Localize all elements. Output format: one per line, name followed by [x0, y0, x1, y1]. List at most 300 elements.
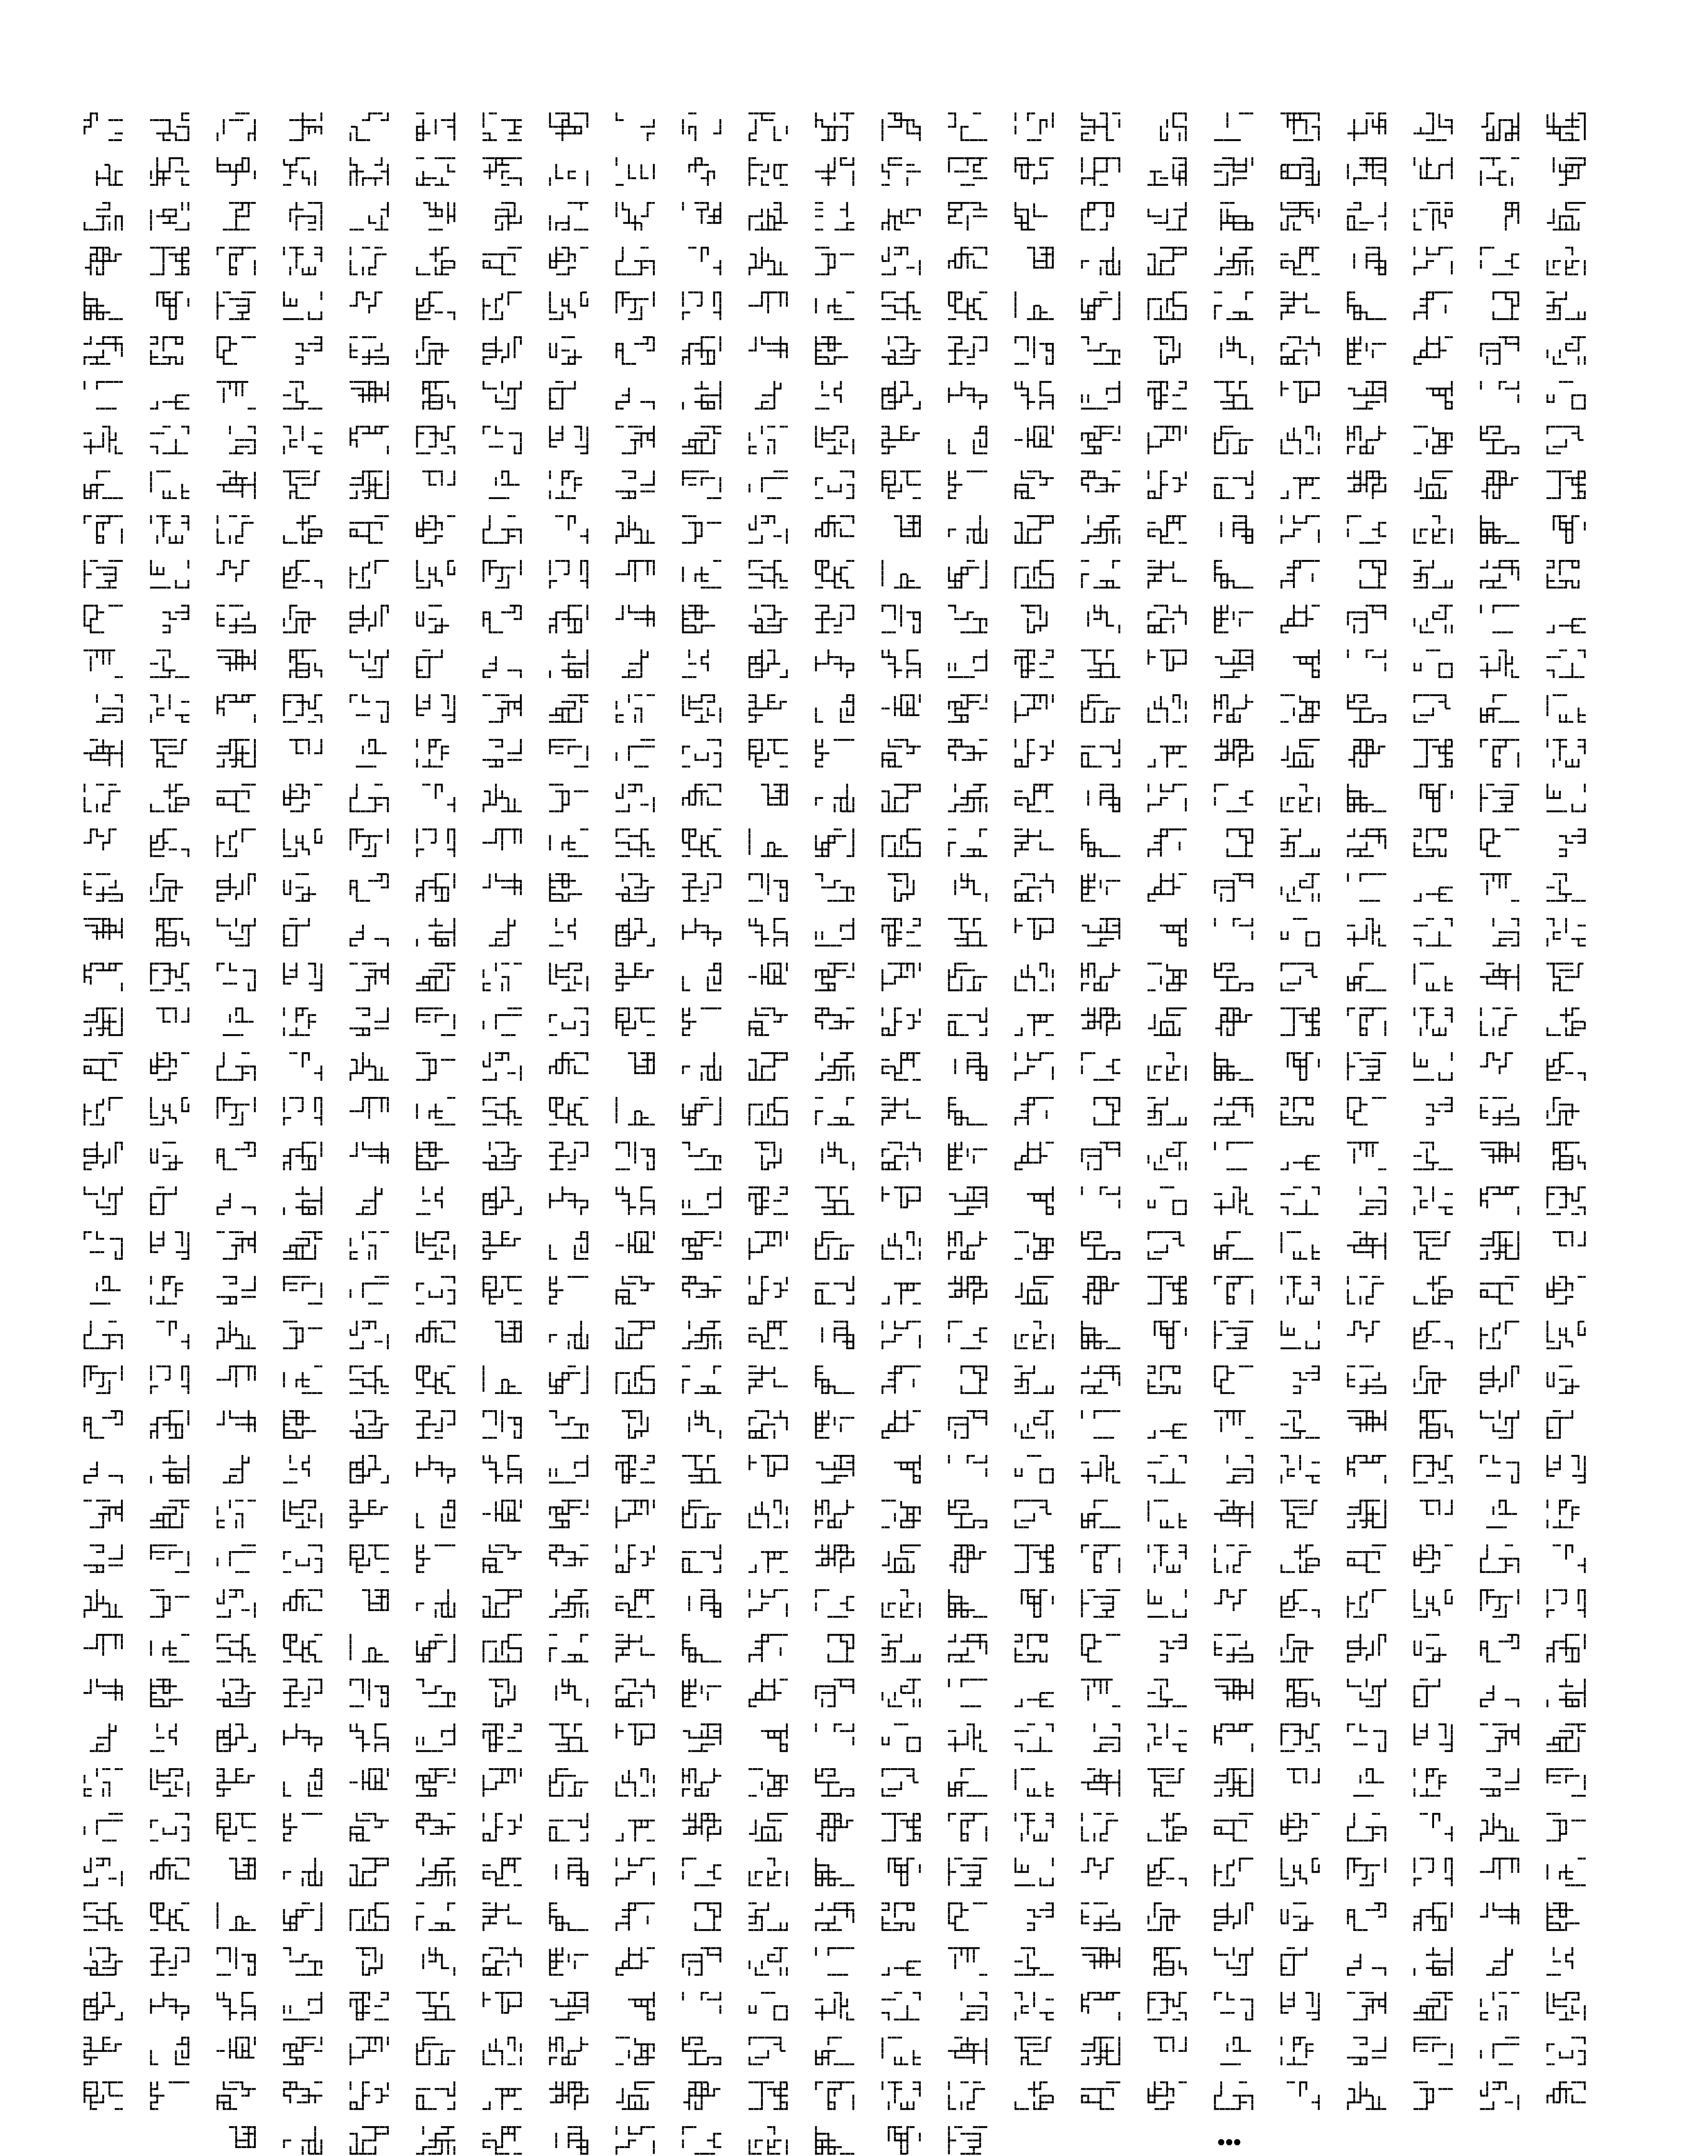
glyph-stroke [816, 158, 854, 185]
glyph-icon [949, 963, 987, 990]
glyph-icon [483, 830, 521, 850]
glyph-stroke [550, 874, 581, 901]
glyph-icon [550, 1993, 588, 2019]
glyph-stroke [1481, 695, 1519, 722]
glyph-icon [1481, 561, 1519, 588]
glyph-icon [749, 516, 787, 543]
glyph-stroke [550, 248, 588, 274]
glyph-icon [1281, 2038, 1313, 2064]
glyph-stroke [85, 650, 122, 677]
glyph-stroke [895, 1456, 920, 1483]
glyph-stroke [1281, 606, 1319, 633]
glyph-icon [1082, 1635, 1120, 1661]
glyph-icon [1547, 203, 1585, 230]
glyph-stroke [949, 248, 987, 268]
glyph-stroke [1481, 516, 1519, 543]
glyph-icon [1082, 337, 1120, 364]
glyph-stroke [1547, 1501, 1579, 1527]
glyph-icon [1015, 248, 1053, 274]
glyph-icon [949, 1098, 987, 1124]
glyph-stroke [683, 606, 714, 633]
glyph-stroke [1481, 874, 1519, 901]
glyph-icon [284, 1366, 322, 1393]
glyph-icon [882, 1284, 920, 1304]
glyph-stroke [417, 1903, 455, 1930]
glyph-icon [151, 740, 189, 766]
glyph-stroke [350, 830, 388, 856]
glyph-stroke [85, 695, 122, 722]
glyph-icon [1082, 1948, 1120, 1968]
glyph-stroke [1082, 740, 1120, 766]
glyph-stroke [1088, 785, 1120, 811]
glyph-stroke [1148, 606, 1186, 633]
glyph-stroke [1348, 695, 1386, 722]
glyph-stroke [1281, 830, 1319, 856]
glyph-icon [157, 292, 189, 319]
glyph-stroke [423, 203, 455, 230]
glyph-icon [949, 2038, 987, 2064]
glyph-icon [496, 203, 521, 230]
glyph-icon [224, 1008, 255, 1035]
glyph-stroke [284, 1098, 322, 1124]
glyph-icon [1015, 203, 1047, 230]
glyph-icon [218, 1590, 255, 1617]
glyph-stroke [550, 1948, 588, 1975]
glyph-stroke [290, 650, 322, 677]
glyph-icon [218, 1232, 255, 1259]
glyph-stroke [1414, 1680, 1452, 1706]
glyph-stroke [350, 158, 388, 185]
glyph-stroke [1414, 963, 1452, 990]
glyph-icon [284, 1143, 322, 1169]
glyph-icon [1221, 203, 1253, 230]
glyph-stroke [1015, 158, 1053, 185]
glyph-icon [1015, 113, 1053, 140]
glyph-icon [1082, 1366, 1120, 1393]
glyph-stroke [816, 650, 854, 677]
glyph-icon [85, 1456, 122, 1483]
glyph-stroke [949, 1590, 987, 1617]
glyph-stroke [284, 158, 315, 185]
glyph-icon [816, 830, 854, 856]
glyph-icon [1148, 1232, 1186, 1259]
glyph-stroke [816, 1366, 854, 1393]
glyph-icon [683, 382, 721, 409]
glyph-icon [550, 382, 588, 409]
glyph-icon [151, 650, 189, 677]
glyph-icon [284, 1858, 322, 1885]
glyph-icon [616, 113, 654, 140]
glyph-stroke [151, 248, 189, 274]
glyph-stroke [218, 1501, 255, 1527]
glyph-icon [1082, 1814, 1120, 1841]
glyph-icon [1354, 248, 1386, 274]
glyph-stroke [550, 1680, 588, 1706]
glyph-icon [417, 606, 455, 633]
glyph-stroke [949, 785, 987, 811]
glyph-icon [483, 1993, 521, 2013]
glyph-icon [816, 963, 854, 990]
glyph-stroke [882, 1284, 920, 1304]
glyph-icon [1082, 248, 1120, 274]
glyph-stroke [224, 203, 255, 230]
glyph-stroke [1348, 1411, 1386, 1431]
glyph-icon [1348, 1725, 1386, 1751]
glyph-icon [1155, 337, 1180, 364]
glyph-stroke [949, 1277, 987, 1304]
glyph-stroke [1015, 1277, 1053, 1304]
glyph-icon [882, 158, 920, 185]
glyph-icon [1215, 1053, 1253, 1080]
glyph-icon [1148, 785, 1186, 811]
glyph-stroke [1547, 1456, 1585, 1483]
glyph-icon [1481, 382, 1519, 402]
glyph-icon [616, 919, 654, 946]
glyph-icon [816, 427, 854, 453]
glyph-icon [417, 963, 455, 990]
glyph-stroke [218, 471, 255, 498]
glyph-stroke [1082, 1322, 1120, 1348]
glyph-icon [1414, 1501, 1452, 1527]
glyph-icon [1348, 830, 1386, 856]
glyph-stroke [1148, 427, 1186, 453]
glyph-stroke [1082, 1232, 1120, 1259]
glyph-stroke [816, 1769, 854, 1796]
glyph-icon [1547, 1008, 1585, 1035]
glyph-icon [1481, 1545, 1519, 1572]
glyph-stroke [616, 1590, 654, 1617]
glyph-stroke [1281, 248, 1319, 274]
glyph-stroke [85, 919, 122, 939]
glyph-icon [284, 561, 322, 588]
glyph-icon [949, 561, 987, 588]
glyph-icon [1215, 1277, 1253, 1304]
glyph-stroke [151, 1680, 182, 1706]
glyph-stroke [1221, 516, 1253, 543]
glyph-stroke [417, 963, 455, 990]
glyph-icon [949, 113, 987, 140]
glyph-stroke [749, 785, 787, 811]
glyph-icon [1022, 606, 1047, 633]
glyph-icon [683, 113, 721, 140]
glyph-stroke [1348, 1322, 1379, 1348]
glyph-stroke [151, 1501, 189, 1527]
glyph-stroke [882, 1948, 920, 1975]
glyph-icon [616, 963, 654, 990]
glyph-stroke [1082, 1590, 1120, 1617]
glyph-icon [1082, 2082, 1120, 2109]
glyph-stroke [417, 1187, 442, 1214]
glyph-icon [816, 2038, 854, 2064]
glyph-icon [1348, 1635, 1386, 1661]
glyph-icon [1348, 1008, 1386, 1035]
glyph-icon [1015, 785, 1053, 811]
glyph-icon [1281, 919, 1319, 946]
glyph-stroke [616, 2038, 654, 2064]
glyph-icon [218, 830, 255, 856]
glyph-stroke [550, 1053, 588, 1073]
glyph-stroke [550, 203, 588, 230]
glyph-icon [1481, 427, 1519, 453]
glyph-icon [949, 1501, 987, 1527]
glyph-icon [1414, 830, 1446, 856]
glyph-icon [284, 427, 322, 453]
glyph-icon [218, 1545, 255, 1572]
glyph-icon [616, 248, 654, 274]
glyph-stroke [616, 1187, 654, 1214]
glyph-icon [284, 740, 322, 766]
glyph-icon [1148, 1858, 1186, 1885]
glyph-stroke [1547, 203, 1585, 230]
glyph-stroke [949, 1903, 987, 1930]
glyph-icon [1082, 1098, 1120, 1124]
glyph-stroke [284, 561, 322, 588]
glyph-stroke [151, 2082, 189, 2109]
glyph-stroke [284, 2082, 322, 2109]
glyph-stroke [483, 1322, 521, 1348]
glyph-stroke [157, 1322, 189, 1348]
glyph-icon [882, 382, 920, 409]
glyph-stroke [1348, 1187, 1386, 1214]
glyph-stroke [1348, 158, 1386, 185]
glyph-stroke [683, 1814, 721, 1841]
glyph-icon [1547, 1725, 1585, 1751]
glyph-stroke [1148, 695, 1186, 722]
glyph-icon [417, 337, 448, 364]
glyph-icon [1547, 113, 1585, 140]
glyph-icon [1414, 1903, 1452, 1930]
glyph-stroke [151, 1232, 189, 1259]
glyph-icon [151, 382, 189, 409]
glyph-icon [1015, 1143, 1053, 1169]
glyph-group [85, 113, 1585, 2154]
glyph-icon [683, 471, 721, 498]
glyph-stroke [683, 1008, 721, 1035]
glyph-icon [1215, 248, 1253, 274]
glyph-stroke [350, 471, 388, 498]
glyph-stroke [350, 1635, 388, 1661]
glyph-icon [749, 471, 787, 498]
glyph-stroke [882, 606, 920, 633]
glyph-icon [1015, 1411, 1053, 1438]
glyph-icon [1281, 606, 1319, 633]
glyph-icon [1348, 1501, 1386, 1527]
glyph-icon [1281, 1187, 1319, 1214]
glyph-icon [417, 1903, 455, 1930]
glyph-stroke [949, 1008, 987, 1035]
glyph-stroke [284, 1725, 322, 1751]
glyph-stroke [284, 740, 322, 766]
glyph-stroke [1414, 113, 1452, 140]
glyph-stroke [1414, 919, 1452, 946]
glyph-icon [1281, 382, 1319, 402]
glyph-stroke [816, 516, 854, 536]
glyph-stroke [1348, 1366, 1386, 1393]
glyph-stroke [1547, 1680, 1585, 1706]
glyph-icon [151, 337, 182, 364]
glyph-icon [1414, 2038, 1452, 2064]
glyph-icon [1015, 1098, 1053, 1124]
glyph-icon [749, 1366, 787, 1393]
glyph-icon [623, 650, 654, 677]
glyph-stroke [1148, 561, 1186, 588]
glyph-icon [85, 158, 122, 185]
glyph-stroke [490, 471, 521, 498]
glyph-stroke [1015, 1366, 1053, 1393]
glyph-icon [284, 606, 315, 633]
glyph-icon [949, 337, 987, 364]
glyph-stroke [1547, 2082, 1585, 2102]
glyph-icon [1015, 919, 1053, 939]
glyph-stroke [1015, 1858, 1053, 1885]
glyph-stroke [218, 1725, 255, 1751]
glyph-stroke [816, 1948, 854, 1975]
glyph-stroke [284, 1903, 322, 1930]
glyph-icon [882, 1590, 920, 1617]
glyph-stroke [417, 1545, 455, 1572]
glyph-icon [483, 874, 521, 894]
glyph-icon [949, 1366, 987, 1393]
glyph-icon [1148, 1590, 1186, 1617]
glyph-icon [85, 1053, 122, 1080]
glyph-icon [417, 830, 455, 856]
glyph-icon [1348, 516, 1386, 543]
glyph-icon [417, 1322, 455, 1342]
glyph-stroke [85, 874, 122, 901]
glyph-icon [550, 1590, 588, 1617]
glyph-icon [550, 963, 588, 990]
glyph-icon [1481, 1903, 1519, 1923]
glyph-icon [417, 1501, 455, 1527]
glyph-stroke [816, 2082, 854, 2109]
glyph-stroke [1082, 1366, 1120, 1393]
glyph-icon [889, 1858, 920, 1885]
glyph-stroke [550, 919, 575, 946]
glyph-icon [1015, 874, 1053, 901]
glyph-stroke [816, 919, 854, 946]
glyph-stroke [218, 740, 255, 766]
glyph-stroke [683, 1993, 721, 2013]
glyph-stroke [483, 427, 521, 453]
glyph-stroke [1015, 1322, 1053, 1348]
glyph-icon [417, 2038, 455, 2064]
glyph-icon [816, 1008, 854, 1035]
glyph-icon [218, 2082, 255, 2109]
glyph-stroke [1082, 113, 1120, 140]
glyph-stroke [1082, 695, 1120, 722]
glyph-stroke [1348, 337, 1386, 364]
glyph-stroke [1015, 1143, 1053, 1169]
glyph-icon [1560, 830, 1585, 856]
glyph-stroke [1348, 516, 1386, 543]
glyph-stroke [1082, 2038, 1120, 2064]
glyph-icon [749, 1590, 787, 1617]
glyph-stroke [350, 516, 388, 543]
glyph-stroke [284, 1769, 322, 1796]
glyph-icon [1215, 1232, 1253, 1259]
glyph-stroke [749, 874, 787, 901]
glyph-stroke [350, 1725, 388, 1751]
glyph-icon [749, 337, 787, 357]
glyph-icon [1281, 1903, 1319, 1930]
glyph-icon [1348, 382, 1386, 409]
glyph-stroke [1547, 471, 1585, 498]
glyph-icon [1148, 471, 1186, 498]
glyph-stroke [882, 2038, 920, 2064]
glyph-icon [85, 740, 122, 766]
glyph-icon [1547, 292, 1585, 319]
glyph-icon [417, 1053, 455, 1080]
glyph-icon [1487, 1501, 1519, 1527]
glyph-stroke [85, 1814, 122, 1841]
glyph-icon [816, 337, 847, 364]
glyph-icon [949, 1411, 987, 1438]
glyph-icon [882, 292, 920, 319]
glyph-icon [1414, 606, 1452, 633]
glyph-stroke [1481, 427, 1519, 453]
glyph-icon [889, 874, 914, 901]
glyph-icon [284, 1993, 322, 2019]
glyph-stroke [1215, 606, 1253, 633]
glyph-stroke [749, 1814, 787, 1841]
glyph-icon [350, 1545, 388, 1572]
glyph-stroke [417, 516, 455, 543]
glyph-icon [616, 1366, 654, 1393]
glyph-stroke [85, 1903, 122, 1930]
glyph-icon [949, 650, 987, 677]
glyph-icon [1148, 963, 1186, 990]
glyph-stroke [1148, 785, 1186, 811]
glyph-stroke [816, 695, 854, 722]
glyph-stroke [1281, 1993, 1319, 2019]
glyph-stroke [882, 1008, 920, 1035]
glyph-icon [1155, 1322, 1186, 1348]
glyph-icon [1281, 1456, 1319, 1483]
glyph-icon [882, 210, 920, 230]
glyph-stroke [616, 1053, 654, 1080]
glyph-stroke [417, 1993, 455, 2019]
glyph-stroke [683, 1098, 721, 1124]
glyph-icon [683, 516, 721, 543]
glyph-icon [949, 292, 987, 319]
glyph-stroke [550, 2082, 588, 2109]
glyph-icon [816, 785, 854, 811]
glyph-stroke [949, 2127, 987, 2154]
glyph-icon [85, 830, 116, 856]
glyph-stroke [749, 1098, 787, 1124]
glyph-stroke [1148, 1053, 1186, 1080]
glyph-stroke [483, 158, 521, 185]
glyph-stroke [1414, 830, 1446, 856]
glyph-icon [616, 1053, 654, 1080]
glyph-stroke [490, 919, 521, 946]
glyph-stroke [1281, 919, 1319, 946]
glyph-stroke [683, 1187, 721, 1214]
glyph-icon [151, 963, 189, 990]
glyph-stroke [1281, 785, 1319, 811]
glyph-icon [550, 203, 588, 230]
glyph-icon [218, 2038, 255, 2058]
glyph-stroke [1481, 1993, 1519, 2019]
glyph-stroke [1481, 561, 1519, 588]
glyph-stroke [350, 1366, 388, 1393]
glyph-stroke [85, 1143, 122, 1169]
glyph-stroke [85, 1008, 122, 1035]
glyph-icon [1148, 561, 1186, 588]
glyph-stroke [1348, 427, 1386, 453]
glyph-stroke [350, 695, 388, 722]
glyph-icon [1082, 1680, 1120, 1706]
